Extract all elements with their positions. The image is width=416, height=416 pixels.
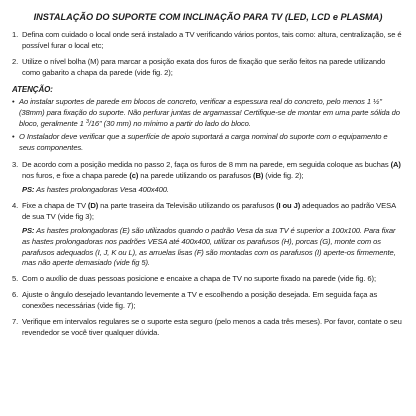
step-2 bbox=[12, 57, 404, 79]
step-text: Verifique em intervalos regulares se o suporte esta seguro (pelo menos a cada três meses). Por favor, contate o seu revendedor se você tiver qualquer dúvida. bbox=[22, 317, 402, 338]
superscript: 3 bbox=[85, 119, 89, 126]
bullet-text: O Instalador deve verificar que a superfície de apoio suportará a carga nominal do suporte com o equipamento e seus componentes. bbox=[19, 132, 388, 153]
step-number: 7. bbox=[12, 317, 19, 327]
step-note: PS: As hastes prolongadoras Vesa 400x400. bbox=[22, 184, 169, 194]
step-7 bbox=[12, 317, 404, 339]
attention-bullet-2 bbox=[12, 132, 404, 154]
step-number: 4. bbox=[12, 200, 19, 210]
step-number: 2. bbox=[12, 57, 19, 67]
step-text: Com o auxílio de duas pessoas posicione e encaixe a chapa de TV no suporte fixado na parede (vide fig. 6); bbox=[22, 274, 376, 284]
bullet-text: Ao instalar suportes de parede em blocos de concreto, verificar a espessura real do concreto, pelo menos 1 ½" (38mm) para fixação do suporte. Não perfurar juntas de argamassa! Certifique-se de montar em uma parte sólida do bloco, geralmente 1 $^3$/16" (30 mm) no mínimo a partir do lado do bloco. bbox=[19, 97, 400, 129]
step-number: 5. bbox=[12, 274, 19, 284]
step-text: Defina com cuidado o local onde será instalado a TV verificando vários pontos, tais como: altura, centralização, se é possível furar o local etc; bbox=[22, 30, 402, 51]
step-text: De acordo com a posição medida no passo 2, faça os furos de 8 mm na parede, em seguida coloque as buchas (A) nos furos, e fixe a chapa parede (c) na parede utilizando os parafusos (B) (vide fig. 2); bbox=[22, 160, 401, 180]
step-6 bbox=[12, 290, 404, 312]
bullet-dot: • bbox=[12, 132, 15, 142]
step-text: Fixe a chapa de TV (D) na parte traseira da Televisão utilizando os parafusos (I ou J) adequados ao padrão VESA de sua TV (vide fig 3); bbox=[22, 200, 396, 221]
step-number: 3. bbox=[12, 160, 19, 170]
attention-bullet-1 bbox=[12, 97, 404, 130]
step-1 bbox=[12, 30, 404, 52]
step-3 bbox=[12, 160, 404, 196]
step-5 bbox=[12, 274, 404, 285]
step-number: 1. bbox=[12, 30, 19, 40]
page-title: INSTALAÇÃO DO SUPORTE COM INCLINAÇÃO PARA TV (LED, LCD e PLASMA) bbox=[33, 12, 383, 22]
bullet-dot: • bbox=[12, 97, 15, 107]
step-number: 6. bbox=[12, 290, 19, 300]
step-text: Utilize o nível bolha (M) para marcar a posição exata dos furos de fixação que serão feitos na parede utilizando como gabarito a chapa da parede (vide fig. 2); bbox=[22, 57, 386, 78]
step-text: Ajuste o ângulo desejado levantando levemente a TV e escolhendo a posição desejada. Em seguida faça as conexões necessárias (vide fig. 7); bbox=[22, 290, 378, 311]
step-4 bbox=[12, 201, 404, 270]
attention-heading: ATENÇÃO: bbox=[12, 84, 53, 94]
step-note: PS: As hastes prolongadoras (E) são utilizados quando o padrão Vesa da sua TV é superior a 100x100. Para fixar as hastes prolongadoras nos padrões VESA até 400x400, utilizar os parafusos (H), porcas (G), monte com os parafusos adequados (I, J, K ou L), as arruelas lisas (F) são montadas com os parafusos (I) aperte-os firmemente, mas não aperte demasiado (vide fig 5). bbox=[22, 225, 396, 268]
